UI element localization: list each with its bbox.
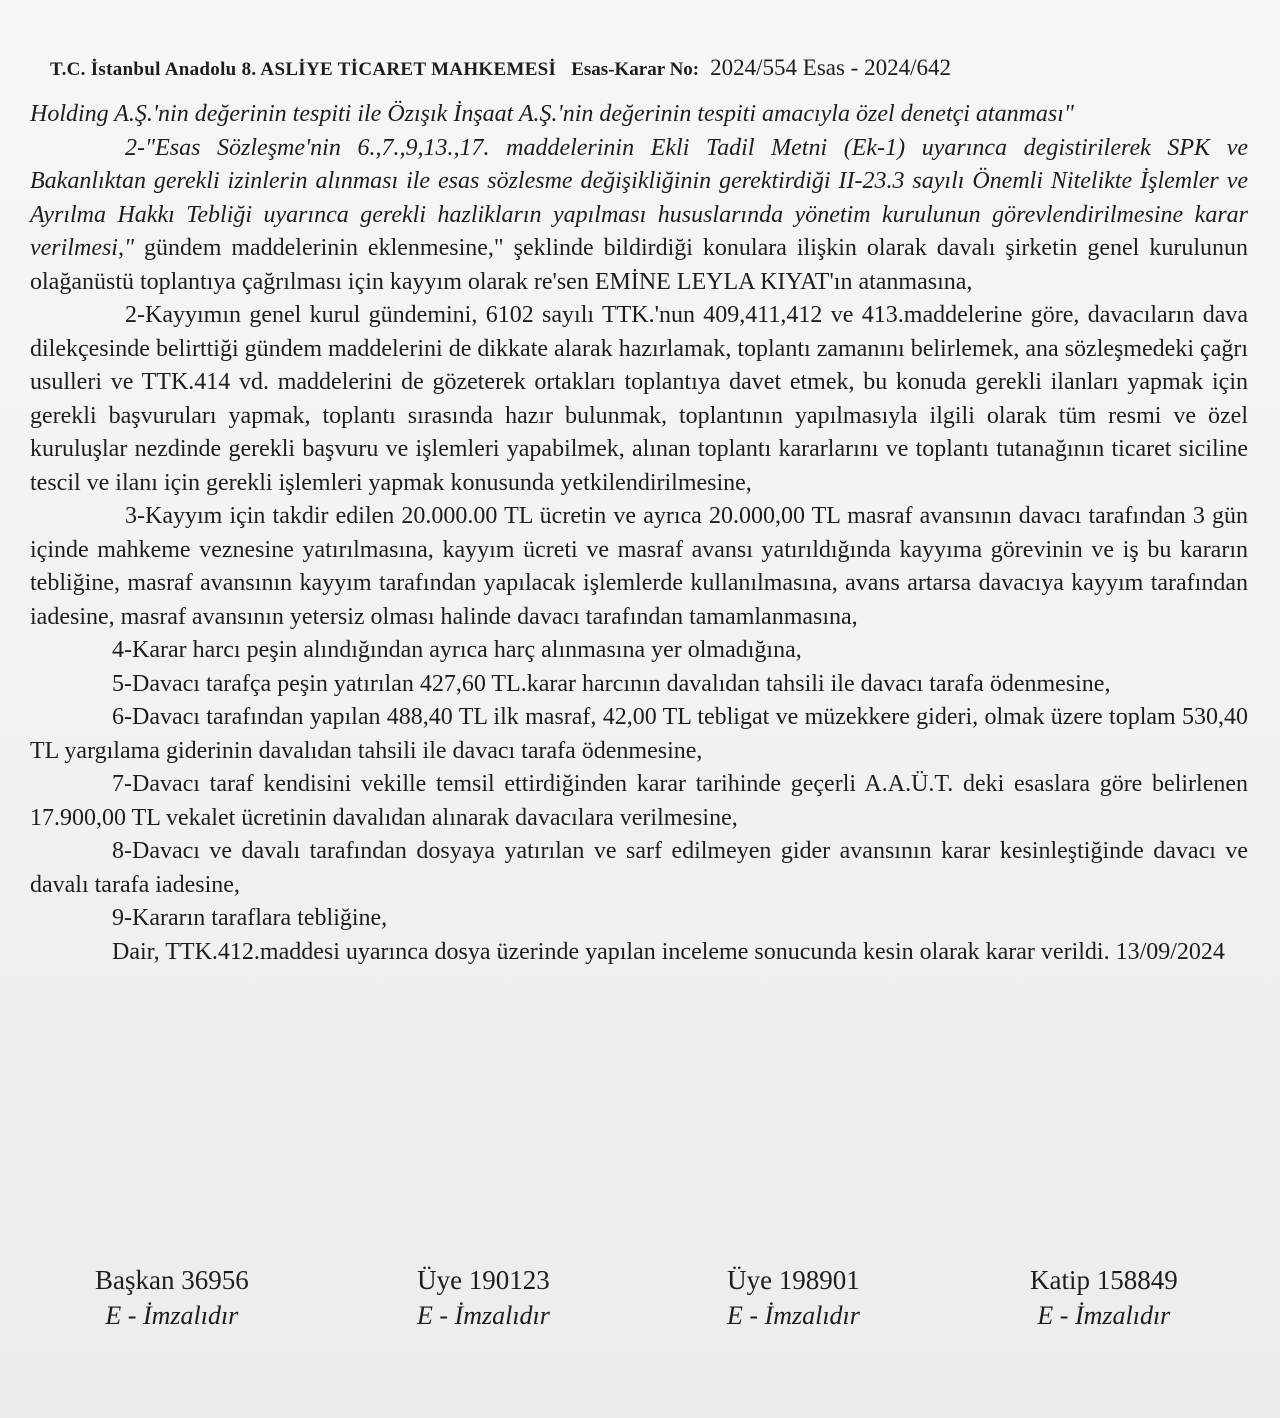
agenda-item-2-decision: gündem maddelerinin eklenmesine," şeklinde bildirdiği konulara ilişkin olarak davalı şirketin genel kurulunun olağanüstü toplantıya çağrılması için kayyım olarak re'sen EMİNE LEYLA KIYAT'ın atanmasına,	[30, 235, 1248, 295]
paragraph-fee-refund: 5-Davacı tarafça peşin yatırılan 427,60 TL.karar harcının davalıdan tahsili ile davacı tarafa ödenmesine,	[112, 670, 1111, 697]
paragraph-litigation-costs: 6-Davacı tarafından yapılan 488,40 TL ilk masraf, 42,00 TL tebligat ve müzekkere gideri, olmak üzere toplam 530,40 TL yargılama giderinin davalıdan tahsili ile davacı tarafa ödenmesine,	[30, 704, 1248, 764]
esas-karar-label: Esas-Karar No:	[571, 59, 700, 80]
signature-member-2	[727, 1262, 860, 1334]
paragraph-trustee-fee: 3-Kayyım için takdir edilen 20.000.00 TL ücretin ve ayrıca 20.000,00 TL masraf avansının davacı tarafından 3 gün içinde mahkeme veznesine yatırılmasına, kayyım ücreti ve masraf avansı yatırıldığında kayyıma görevinin ve iş bu kararın tebliğine, masraf avansının kayyım tarafından yapılacak işlemlerde kullanılmasına, avans artarsa davacıya kayyım tarafından iadesine, masraf avansının yetersiz olması halinde davacı tarafından tamamlanmasına,	[30, 503, 1248, 630]
paragraph-notification: 9-Kararın taraflara tebliğine,	[112, 905, 388, 931]
signature-block	[0, 1262, 1280, 1352]
signature-status: E - İmzalıdır	[727, 1301, 860, 1330]
signature-status: E - İmzalıdır	[105, 1301, 239, 1330]
agenda-item-2-quote: 2-"Esas Sözleşme'nin 6.,7.,9,13.,17. maddelerinin Ekli Tadil Metni (Ek-1) uyarınca degistirilerek SPK ve Bakanlıktan gerekli izinlerin alınması ile esas sözlesme değişikliğinin gerektirdiği II-23.3 sayılı Önemli Nitelikte İşlemler ve Ayrılma Hakkı Tebliği uyarınca gerekli hazlikların yapılması hususlarında yönetim kurulunun görevlendirilmesine karar verilmesi,"	[30, 134, 1248, 261]
paragraph-trustee-duties: 2-Kayyımın genel kurul gündemini, 6102 sayılı TTK.'nun 409,411,412 ve 413.maddelerine göre, davacıların dava dilekçesinde belirttiği gündem maddelerini de dikkate alarak hazırlamak, toplantı zamanını belirlemek, ana sözleşmedeki çağrı usulleri ve TTK.414 vd. maddelerini de gözeterek ortakları toplantıya davet etmek, bu konuda gerekli ilanları yapmak için gerekli başvuruları yapmak, toplantı sırasında hazır bulunmak, toplantının yapılmasıyla ilgili olarak tüm resmi ve özel kuruluşlar nezdinde gerekli başvuru ve işlemleri yapabilmek, alınan toplantı kararlarını ve toplantı tutanağının ticaret siciline tescil ve ilanı için gerekli işlemleri yapmak konusunda yetkilendirilmesine,	[30, 302, 1248, 496]
signature-title: Katip 158849	[1030, 1265, 1178, 1295]
signature-president	[95, 1262, 249, 1334]
signature-status: E - İmzalıdır	[417, 1301, 550, 1330]
paragraph-conclusion: Dair, TTK.412.maddesi uyarınca dosya üzerinde yapılan inceleme sonucunda kesin olarak karar verildi. 13/09/2024	[112, 938, 1225, 965]
decision-body	[30, 98, 1248, 969]
document-header	[50, 55, 1230, 81]
paragraph-agenda-item-1: Holding A.Ş.'nin değerinin tespiti ile Özışık İnşaat A.Ş.'nin değerinin tespiti amacıyla özel denetçi atanması"	[30, 101, 1075, 127]
paragraph-attorney-fee: 7-Davacı taraf kendisini vekille temsil ettirdiğinden karar tarihinde geçerli A.A.Ü.T. deki esaslara göre belirlenen 17.900,00 TL vekalet ücretinin davalıdan alınarak davacılara verilmesine,	[30, 771, 1248, 831]
paragraph-court-fee: 4-Karar harcı peşin alındığından ayrıca harç alınmasına yer olmadığına,	[112, 637, 802, 663]
signature-title: Üye 198901	[727, 1265, 860, 1295]
signature-title: Başkan 36956	[95, 1265, 249, 1295]
signature-clerk	[1030, 1262, 1178, 1334]
signature-title: Üye 190123	[417, 1265, 550, 1295]
court-name: T.C. İstanbul Anadolu 8. ASLİYE TİCARET MAHKEMESİ	[50, 59, 557, 80]
paragraph-agenda-item-2	[30, 132, 1248, 300]
paragraph-advance-refund: 8-Davacı ve davalı tarafından dosyaya yatırılan ve sarf edilmeyen gider avansının karar kesinleştiğinde davacı ve davalı tarafa iadesine,	[30, 838, 1248, 898]
esas-karar-number: 2024/554 Esas - 2024/642	[710, 55, 951, 80]
signature-status: E - İmzalıdır	[1037, 1301, 1171, 1330]
signature-member-1	[417, 1262, 550, 1334]
